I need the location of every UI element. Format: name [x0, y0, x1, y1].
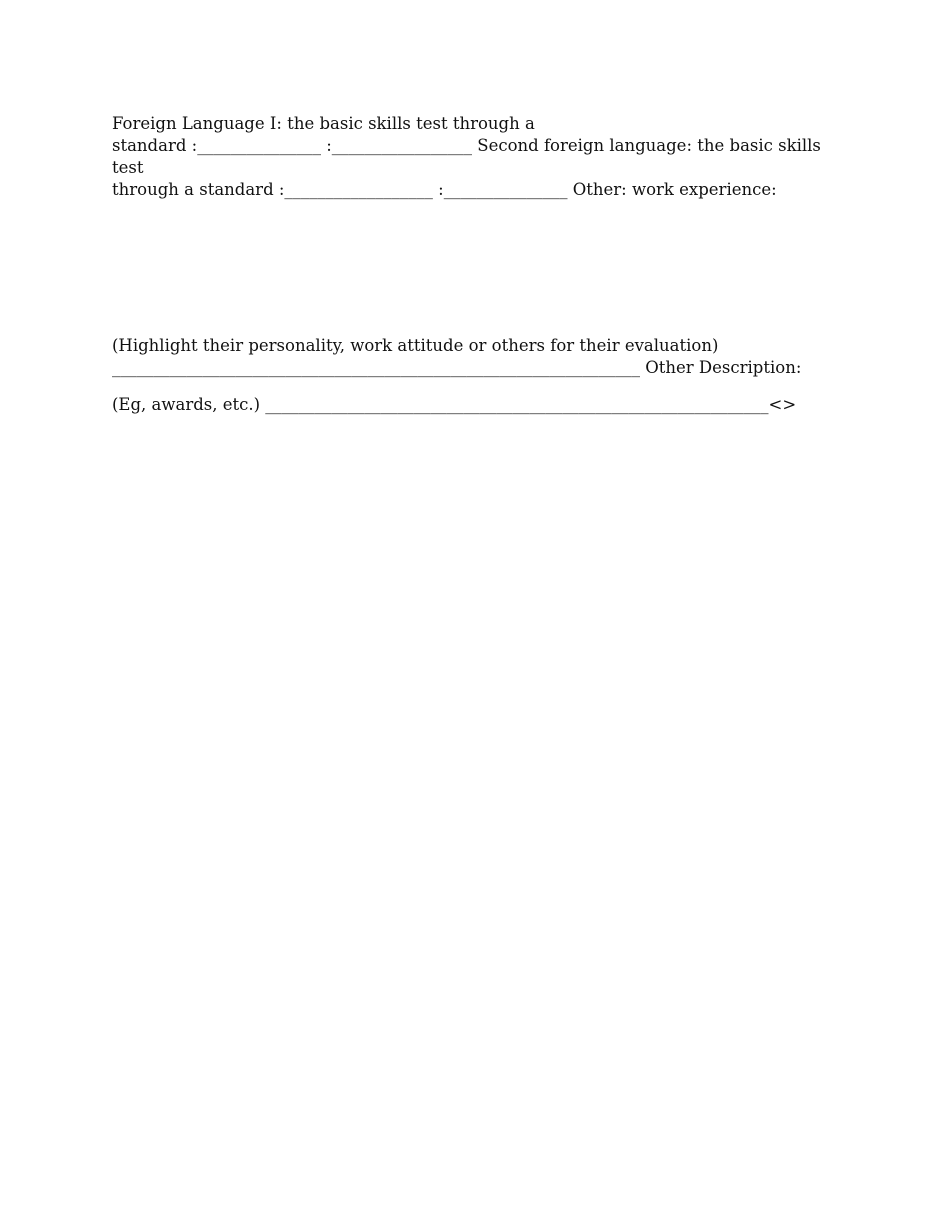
foreign-language-paragraph: Foreign Language I: the basic skills test through a standard :_______________ :_________________ Second foreign language: the basic skills test through a standard :__________________ :_______________ Other: work experience: [112, 114, 821, 199]
awards-paragraph: (Eg, awards, etc.) _____________________________________________________________<> [112, 395, 797, 414]
personality-evaluation-paragraph: (Highlight their personality, work attitude or others for their evaluation) ________________________________________________________________ Other Description: [112, 336, 802, 377]
